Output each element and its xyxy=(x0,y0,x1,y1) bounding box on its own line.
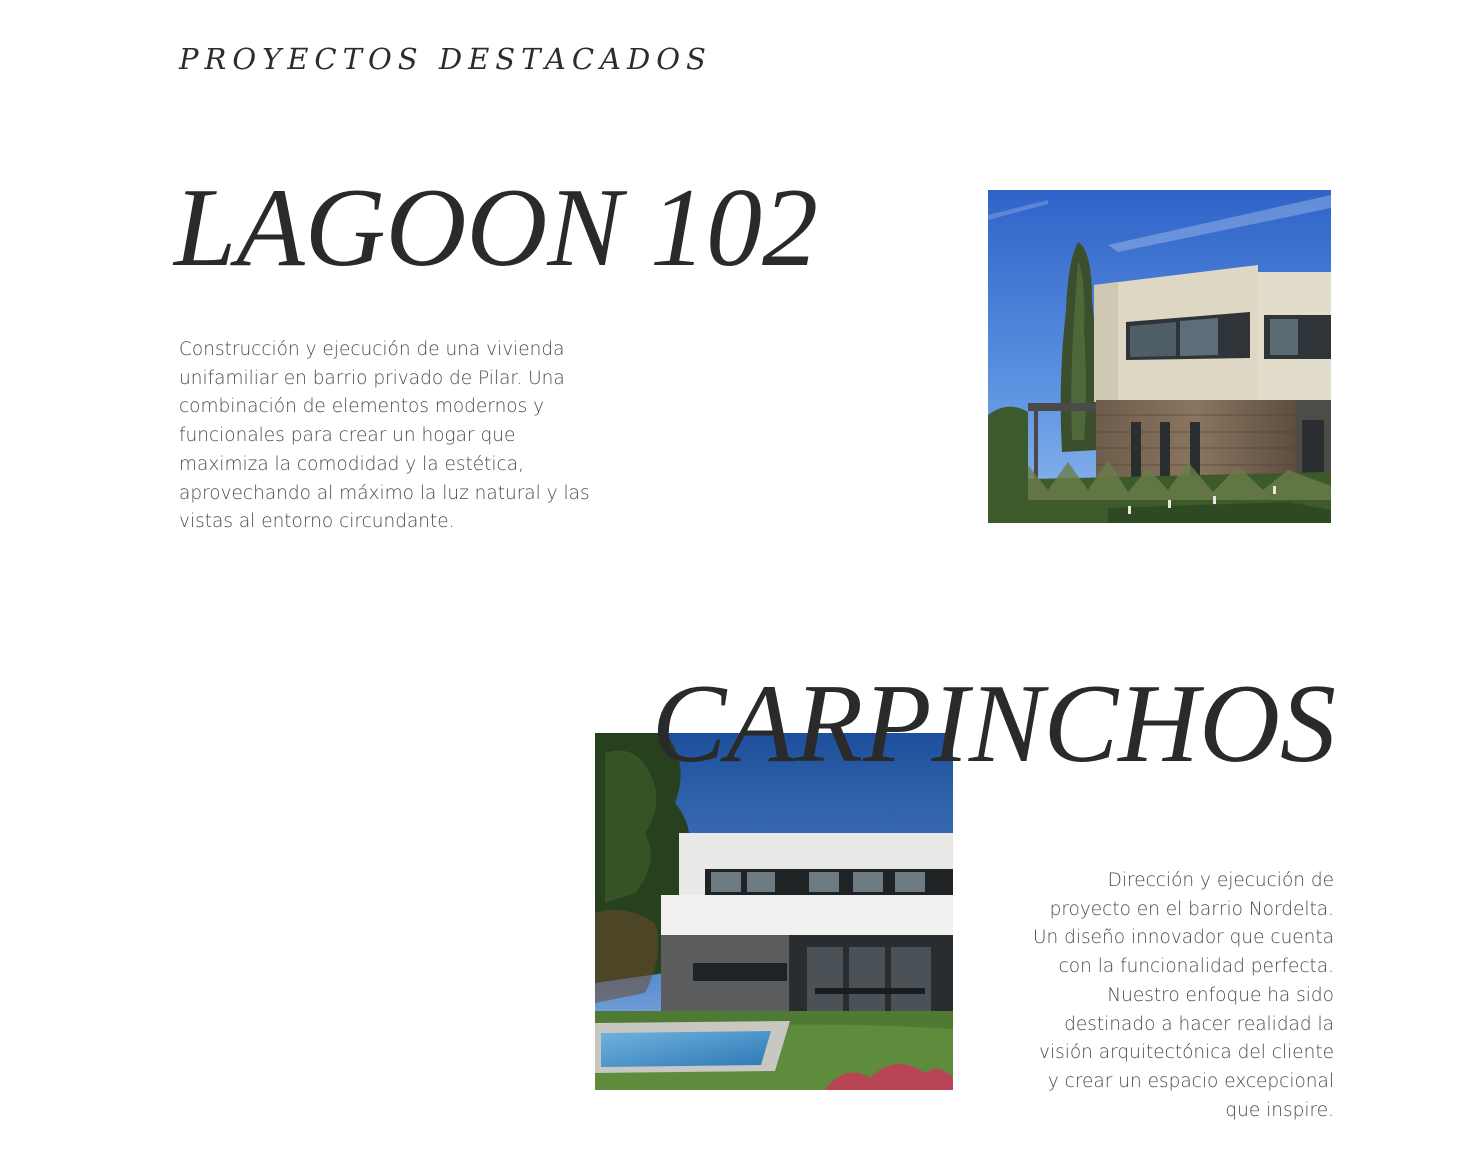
project-title-carpinchos[interactable]: CARPINCHOS xyxy=(651,662,1336,786)
project-description-lagoon-102: Construcción y ejecución de una vivienda unifamiliar en barrio privado de Pilar. Una combinación de elementos modernos y funcionales para crear un hogar que maximiza la comodidad y la estética, aprovechando al máximo la luz natural y las vistas al entorno circundante. xyxy=(179,339,590,533)
project-description-carpinchos: Dirección y ejecución de proyecto en el barrio Nordelta. Un diseño innovador que cuenta con la funcionalidad perfecta. Nuestro enfoque ha sido destinado a hacer realidad la visión arquitectónica del cliente y crear un espacio excepcional que inspire. xyxy=(1032,870,1334,1121)
section-title: PROYECTOS DESTACADOS xyxy=(179,42,712,76)
project-photo-carpinchos[interactable] xyxy=(595,733,953,1090)
house-render-illustration xyxy=(988,190,1331,523)
project-title-lagoon-102[interactable]: LAGOON 102 xyxy=(174,166,819,290)
project-photo-lagoon-102[interactable] xyxy=(988,190,1331,523)
house-render-illustration xyxy=(595,733,953,1090)
